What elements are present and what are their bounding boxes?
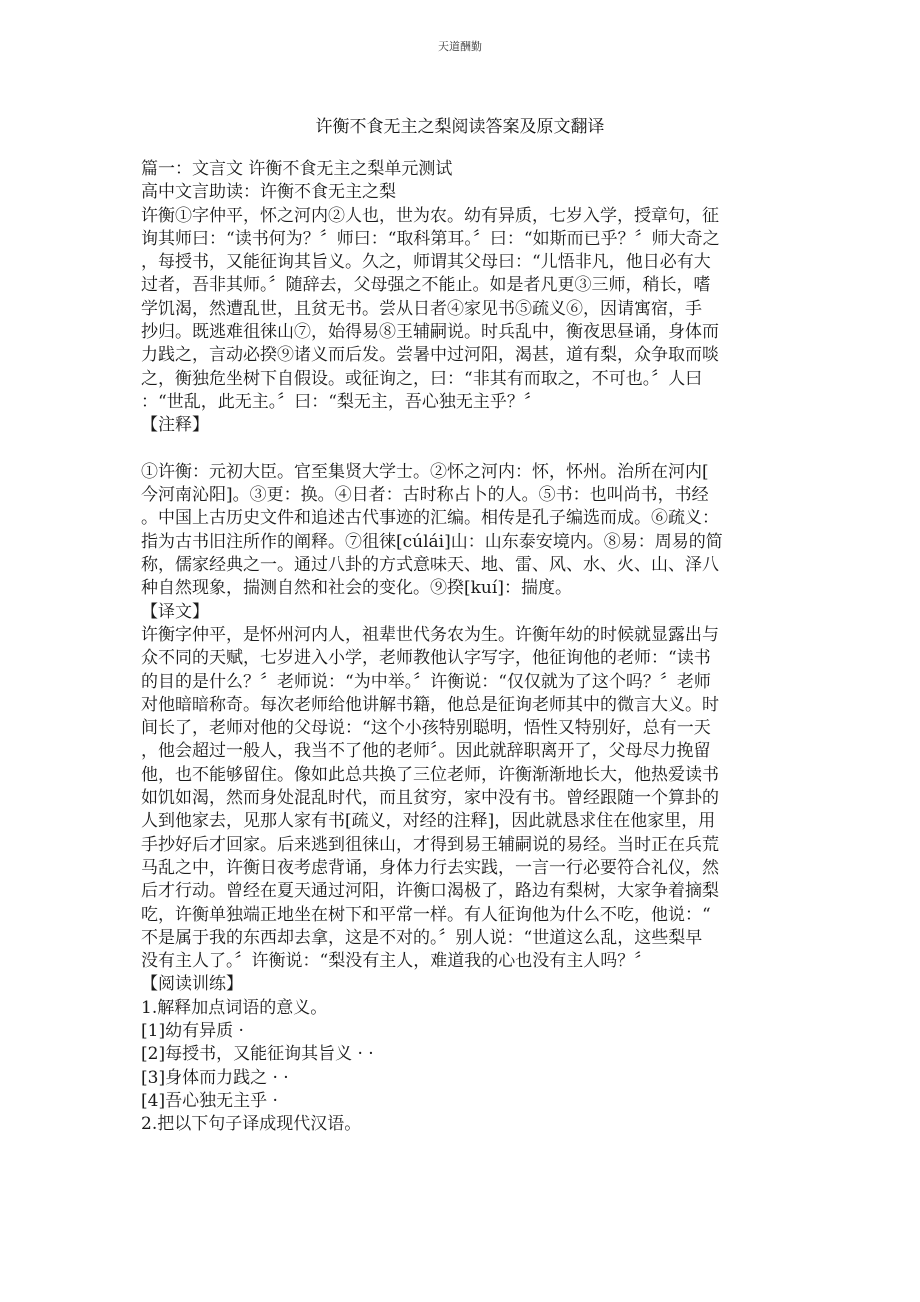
text-line: 后才行动。曾经在夏天通过河阳，许衡口渴极了，路边有梨树，大家争着摘梨 [141,881,719,902]
text-line: 称，儒家经典之一。通过八卦的方式意味天、地、雷、风、水、火、山、泽八 [141,555,719,576]
text-line: 没有主人了。〞许衡说：“梨没有主人，难道我的心也没有主人吗？〞 [141,951,652,972]
blank-line [141,438,781,461]
text-line: 篇一：文言文 许衡不食无主之梨单元测试 [141,159,453,179]
text-line: 【译文】 [141,601,209,622]
text-line: 对他暗暗称奇。每次老师给他讲解书籍，他总是征询老师其中的微言大义。时 [141,694,719,715]
text-line: 今河南沁阳]。③更：换。④日者：古时称占卜的人。⑤书：也叫尚书，书经 [141,485,709,506]
text-line: 种自然现象，揣测自然和社会的变化。⑨揆[kuí]：揣度。 [141,578,572,599]
text-line: 2.把以下句子译成现代汉语。 [141,1114,362,1135]
text-line: 过者，吾非其师。〞随辞去，父母强之不能止。如是者凡更③三师，稍长，嗜 [141,275,711,296]
text-line: 1.解释加点词语的意义。 [141,997,328,1018]
document-body [141,158,781,1136]
text-line: 高中文言助读：许衡不食无主之梨 [141,182,396,203]
text-line: [3]身体而力践之 · · [141,1067,289,1088]
text-line: 他，也不能够留住。像如此总共换了三位老师，许衡渐渐地长大，他热爱读书 [141,764,719,785]
text-line: 间长了，老师对他的父母说：“这个小孩特别聪明，悟性又特别好，总有一天 [141,718,711,739]
text-line: 如饥如渴，然而身处混乱时代，而且贫穷，家中没有书。曾经跟随一个算卦的 [141,788,719,809]
text-line: ，每授书，又能征询其旨义。久之，师谓其父母曰：“儿悟非凡，他日必有大 [141,252,711,273]
text-line: 抄归。既逃难徂徕山⑦，始得易⑧王辅嗣说。时兵乱中，衡夜思昼诵，身体而 [141,322,719,343]
text-line: ①许衡：元初大臣。官至集贤大学士。②怀之河内：怀，怀州。治所在河内[ [141,461,709,482]
text-line: 之，衡独危坐树下自假设。或征询之，曰：“非其有而取之，不可也。〞人曰 [141,368,703,389]
text-line: 人到他家去，见那人家有书[疏义，对经的注释]，因此就恳求住在他家里，用 [141,811,716,832]
text-line: 马乱之中，许衡日夜考虑背诵，身体力行去实践，一言一行必要符合礼仪，然 [141,857,719,878]
text-line: 吃，许衡单独端正地坐在树下和平常一样。有人征询他为什么不吃，他说：“ [141,904,711,925]
text-line: [2]每授书，又能征询其旨义 · · [141,1044,374,1065]
text-line: 手抄好后才回家。后来逃到徂徕山，才得到易王辅嗣说的易经。当时正在兵荒 [141,834,719,855]
text-line: ：“世乱，此无主。〞曰：“梨无主，吾心独无主乎？〞 [141,391,541,412]
text-line: 。中国上古历史文件和追述古代事迹的汇编。相传是孔子编选而成。⑥疏义： [141,508,719,529]
text-line: 力践之，言动必揆⑨诸义而后发。尝暑中过河阳，渴甚，道有梨，众争取而啖 [141,345,719,366]
text-line: [4]吾心独无主乎 · [141,1090,278,1111]
text-line: 不是属于我的东西却去拿，这是不对的。〞别人说：“世道这么乱，这些梨早 [141,927,703,948]
document-title: 许衡不食无主之梨阅读答案及原文翻译 [315,117,605,137]
text-line: ，他会超过一般人，我当不了他的老师〞。因此就辞职离开了，父母尽力挽留 [141,741,711,762]
text-line: 询其师曰：“读书何为？〞师曰：“取科第耳。〞曰：“如斯而已乎？〞师大奇之 [141,228,720,249]
page-header: 天道酬勤 [438,40,482,53]
text-line: 指为古书旧注所作的阐释。⑦徂徕[cúlái]山：山东泰安境内。⑧易：周易的简 [141,531,723,552]
text-line: 众不同的天赋，七岁进入小学，老师教他认字写字，他征询他的老师：“读书 [141,648,711,669]
text-line: 学饥渴，然遭乱世，且贫无书。尝从日者④家见书⑤疏义⑥，因请寓宿，手 [141,298,702,319]
text-line: 许衡字仲平，是怀州河内人，祖辈世代务农为生。许衡年幼的时候就显露出与 [141,624,719,645]
text-line: 【阅读训练】 [141,974,243,995]
text-line: 的目的是什么？〞老师说：“为中举。〞许衡说：“仅仅就为了这个吗？〞老师 [141,671,711,692]
text-line: [1]幼有异质 · [141,1020,244,1041]
text-line: 许衡①字仲平，怀之河内②人也，世为农。幼有异质，七岁入学，授章句，征 [141,205,719,226]
text-line: 【注释】 [141,415,209,436]
